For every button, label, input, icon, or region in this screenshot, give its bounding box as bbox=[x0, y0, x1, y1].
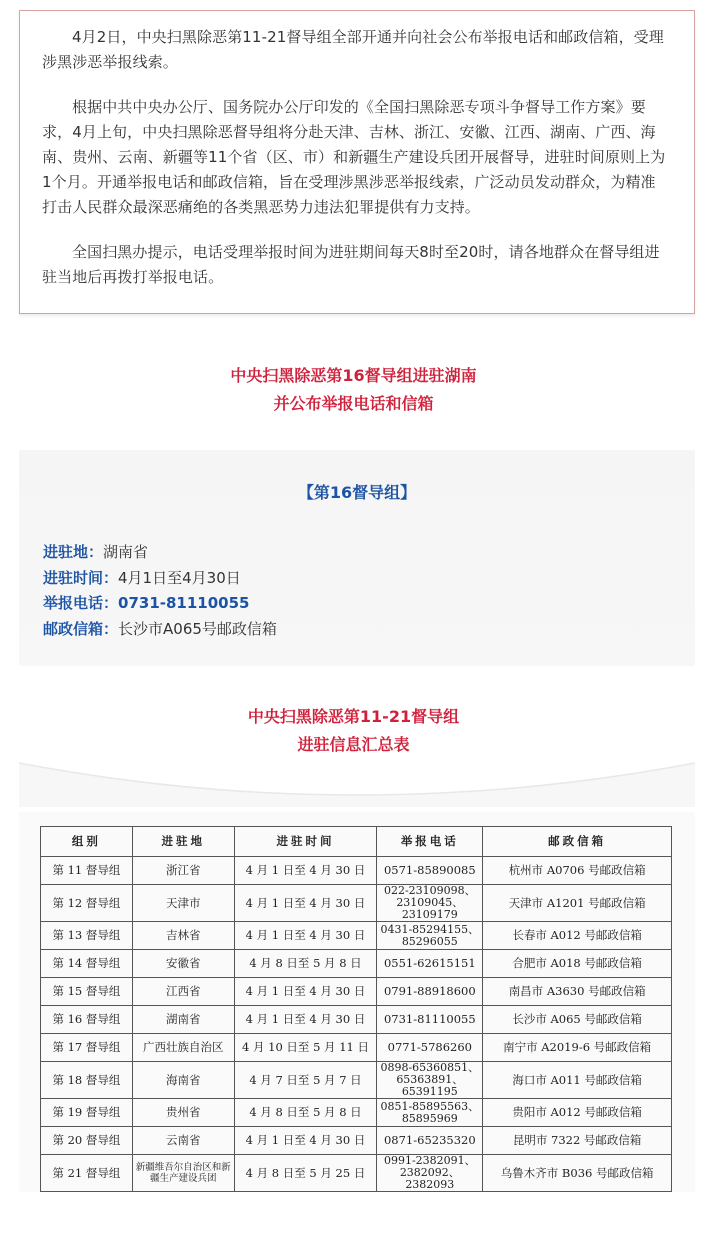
group-16-card bbox=[19, 450, 695, 666]
cell-location: 吉林省 bbox=[132, 922, 234, 950]
cell-location: 海南省 bbox=[132, 1062, 234, 1099]
table-row bbox=[41, 1006, 672, 1034]
cell-group: 第 15 督导组 bbox=[41, 978, 133, 1006]
cell-mailbox: 乌鲁木齐市 B036 号邮政信箱 bbox=[483, 1155, 672, 1192]
cell-time: 4 月 10 日至 5 月 11 日 bbox=[234, 1034, 377, 1062]
section-title-16-line1: 中央扫黑除恶第16督导组进驻湖南 bbox=[230, 366, 477, 385]
cell-group: 第 14 督导组 bbox=[41, 950, 133, 978]
cell-time: 4 月 7 日至 5 月 7 日 bbox=[234, 1062, 377, 1099]
card-label: 举报电话： bbox=[43, 594, 119, 612]
cell-mailbox: 合肥市 A018 号邮政信箱 bbox=[483, 950, 672, 978]
cell-phone: 0791-88918600 bbox=[377, 978, 483, 1006]
summary-table-wrap bbox=[40, 826, 672, 1192]
table-row bbox=[41, 1034, 672, 1062]
cell-mailbox: 杭州市 A0706 号邮政信箱 bbox=[483, 857, 672, 885]
cell-phone: 0431-85294155、85296055 bbox=[377, 922, 483, 950]
cell-time: 4 月 8 日至 5 月 8 日 bbox=[234, 1099, 377, 1127]
intro-paragraph-2: 根据中共中央办公厅、国务院办公厅印发的《全国扫黑除恶专项斗争督导工作方案》要求，4月上旬，中央扫黑除恶督导组将分赴天津、吉林、浙江、安徽、江西、湖南、广西、海南、贵州、云南、新疆等11个省（区、市）和新疆生产建设兵团开展督导，进驻时间原则上为1个月。开通举报电话和邮政信箱，旨在受理涉黑涉恶举报线索，广泛动员发动群众，为精准打击人民群众最深恶痛绝的各类黑恶势力违法犯罪提供有力支持。 bbox=[42, 98, 666, 216]
cell-mailbox: 天津市 A1201 号邮政信箱 bbox=[483, 885, 672, 922]
header-phone: 举报电话 bbox=[377, 827, 483, 857]
cell-group: 第 16 督导组 bbox=[41, 1006, 133, 1034]
cell-phone: 0731-81110055 bbox=[377, 1006, 483, 1034]
cell-mailbox: 贵阳市 A012 号邮政信箱 bbox=[483, 1099, 672, 1127]
cell-phone: 0851-85895563、85895969 bbox=[377, 1099, 483, 1127]
table-row bbox=[41, 1062, 672, 1099]
cell-time: 4 月 1 日至 4 月 30 日 bbox=[234, 922, 377, 950]
cell-group: 第 20 督导组 bbox=[41, 1127, 133, 1155]
section-title-16-line2: 并公布举报电话和信箱 bbox=[273, 394, 434, 413]
card-label: 邮政信箱： bbox=[43, 619, 119, 638]
table-header-row bbox=[41, 827, 672, 857]
cell-location: 湖南省 bbox=[132, 1006, 234, 1034]
card-value: 湖南省 bbox=[103, 543, 149, 561]
table-row bbox=[41, 857, 672, 885]
cell-phone: 0871-65235320 bbox=[377, 1127, 483, 1155]
card-row-time bbox=[43, 566, 277, 592]
cell-mailbox: 长春市 A012 号邮政信箱 bbox=[483, 922, 672, 950]
table-row bbox=[41, 1155, 672, 1192]
cell-time: 4 月 1 日至 4 月 30 日 bbox=[234, 1006, 377, 1034]
table-row bbox=[41, 978, 672, 1006]
cell-mailbox: 南宁市 A2019-6 号邮政信箱 bbox=[483, 1034, 672, 1062]
card-rows bbox=[43, 540, 277, 642]
cell-location: 江西省 bbox=[132, 978, 234, 1006]
curved-divider bbox=[19, 757, 695, 807]
cell-group: 第 19 督导组 bbox=[41, 1099, 133, 1127]
cell-phone: 0991-2382091、2382092、2382093 bbox=[377, 1155, 483, 1192]
card-row-phone bbox=[43, 591, 277, 617]
card-value: 0731-81110055 bbox=[118, 594, 250, 612]
card-row-mailbox bbox=[43, 617, 277, 643]
cell-group: 第 17 督导组 bbox=[41, 1034, 133, 1062]
cell-time: 4 月 8 日至 5 月 25 日 bbox=[234, 1155, 377, 1192]
card-value: 长沙市A065号邮政信箱 bbox=[118, 619, 277, 638]
cell-location: 新疆维吾尔自治区和新疆生产建设兵团 bbox=[132, 1155, 234, 1192]
cell-time: 4 月 1 日至 4 月 30 日 bbox=[234, 978, 377, 1006]
cell-group: 第 18 督导组 bbox=[41, 1062, 133, 1099]
cell-group: 第 12 督导组 bbox=[41, 885, 133, 922]
cell-phone: 0551-62615151 bbox=[377, 950, 483, 978]
intro-paragraph-3: 全国扫黑办提示，电话受理举报时间为进驻期间每天8时至20时，请各地群众在督导组进驻当地后再拨打举报电话。 bbox=[42, 243, 660, 286]
card-heading: 【第16督导组】 bbox=[297, 483, 417, 502]
cell-time: 4 月 8 日至 5 月 8 日 bbox=[234, 950, 377, 978]
table-row bbox=[41, 922, 672, 950]
cell-location: 云南省 bbox=[132, 1127, 234, 1155]
table-row bbox=[41, 950, 672, 978]
cell-mailbox: 南昌市 A3630 号邮政信箱 bbox=[483, 978, 672, 1006]
cell-phone: 022-23109098、23109045、23109179 bbox=[377, 885, 483, 922]
section-title-summary-line1: 中央扫黑除恶第11-21督导组 bbox=[247, 707, 460, 726]
header-location: 进驻地 bbox=[132, 827, 234, 857]
card-value: 4月1日至4月30日 bbox=[118, 568, 241, 587]
table-row bbox=[41, 1099, 672, 1127]
card-label: 进驻地： bbox=[43, 543, 104, 561]
cell-location: 广西壮族自治区 bbox=[132, 1034, 234, 1062]
section-title-summary-line2: 进驻信息汇总表 bbox=[297, 735, 410, 754]
card-label: 进驻时间： bbox=[43, 568, 119, 587]
header-mailbox: 邮政信箱 bbox=[483, 827, 672, 857]
cell-mailbox: 昆明市 7322 号邮政信箱 bbox=[483, 1127, 672, 1155]
table-body bbox=[41, 857, 672, 1192]
intro-paragraph-1: 4月2日，中央扫黑除恶第11-21督导组全部开通并向社会公布举报电话和邮政信箱，受理涉黑涉恶举报线索。 bbox=[42, 28, 664, 71]
cell-mailbox: 长沙市 A065 号邮政信箱 bbox=[483, 1006, 672, 1034]
cell-mailbox: 海口市 A011 号邮政信箱 bbox=[483, 1062, 672, 1099]
card-row-location bbox=[43, 540, 277, 566]
cell-location: 浙江省 bbox=[132, 857, 234, 885]
header-group: 组别 bbox=[41, 827, 133, 857]
summary-table bbox=[40, 826, 672, 1192]
cell-time: 4 月 1 日至 4 月 30 日 bbox=[234, 885, 377, 922]
cell-location: 安徽省 bbox=[132, 950, 234, 978]
cell-location: 贵州省 bbox=[132, 1099, 234, 1127]
cell-phone: 0571-85890085 bbox=[377, 857, 483, 885]
section-title-16 bbox=[0, 362, 707, 418]
table-row bbox=[41, 885, 672, 922]
header-time: 进驻时间 bbox=[234, 827, 377, 857]
cell-group: 第 13 督导组 bbox=[41, 922, 133, 950]
section-title-summary bbox=[0, 703, 707, 759]
cell-group: 第 11 督导组 bbox=[41, 857, 133, 885]
cell-group: 第 21 督导组 bbox=[41, 1155, 133, 1192]
table-row bbox=[41, 1127, 672, 1155]
intro-box bbox=[19, 10, 695, 314]
cell-time: 4 月 1 日至 4 月 30 日 bbox=[234, 1127, 377, 1155]
cell-time: 4 月 1 日至 4 月 30 日 bbox=[234, 857, 377, 885]
cell-phone: 0771-5786260 bbox=[377, 1034, 483, 1062]
cell-location: 天津市 bbox=[132, 885, 234, 922]
cell-phone: 0898-65360851、65363891、65391195 bbox=[377, 1062, 483, 1099]
